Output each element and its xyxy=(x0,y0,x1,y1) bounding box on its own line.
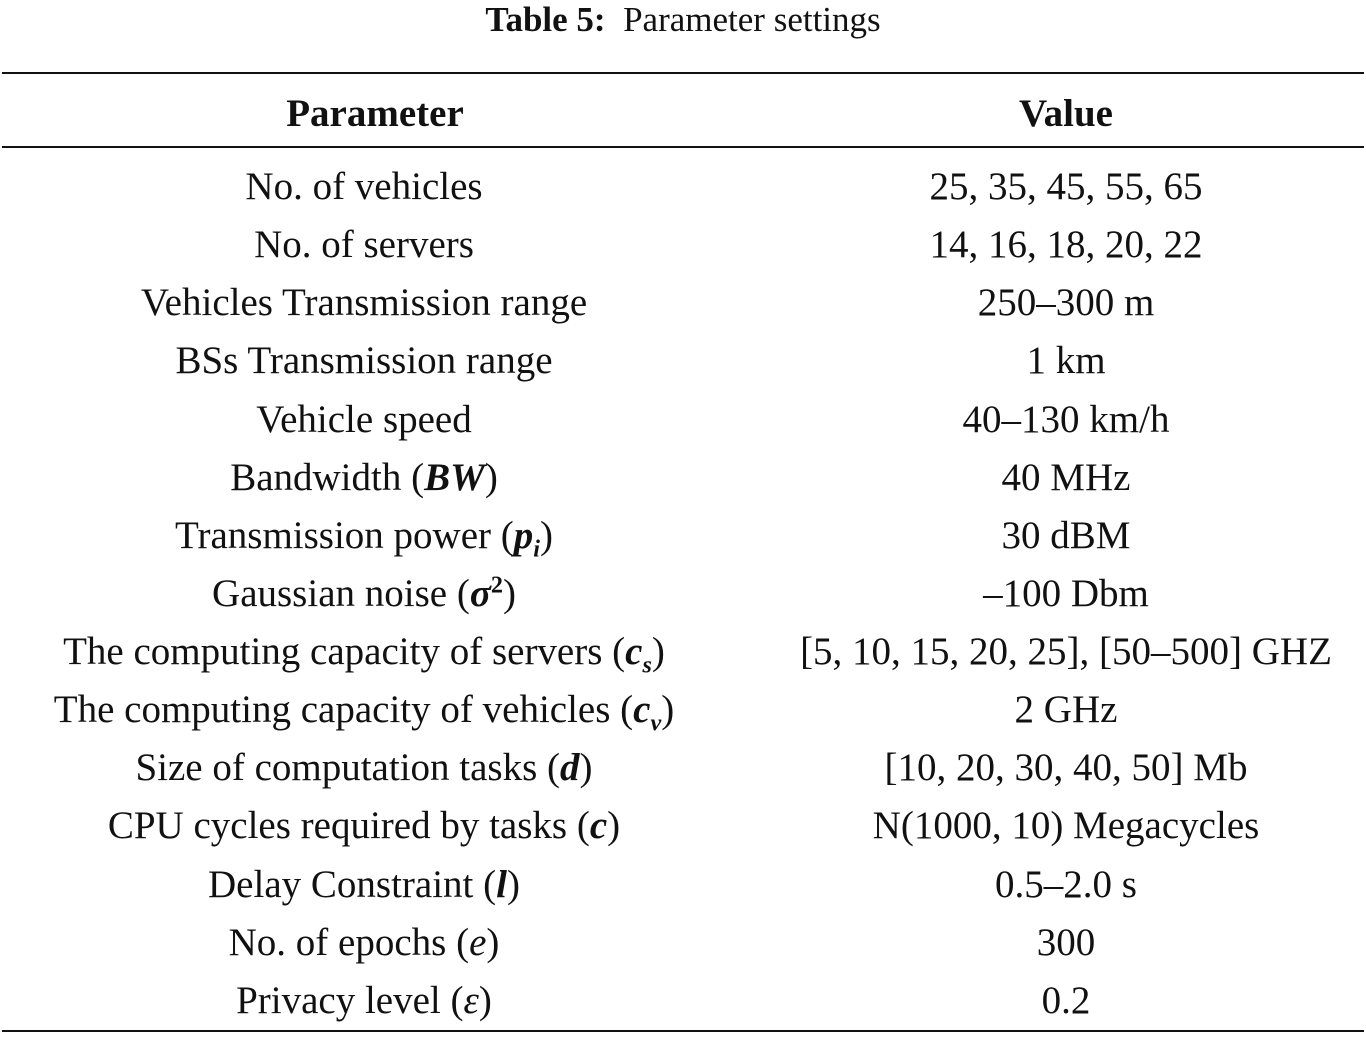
parameter-symbol: c xyxy=(589,804,608,848)
row-value: 0.5–2.0 s xyxy=(995,862,1137,906)
table-row xyxy=(0,274,1366,332)
row-parameter xyxy=(0,274,728,332)
row-value: 40–130 km/h xyxy=(962,397,1170,441)
parameter-symbol: d xyxy=(560,746,580,790)
table-caption xyxy=(0,0,1366,40)
row-value: [5, 10, 15, 20, 25], [50–500] GHZ xyxy=(800,630,1332,673)
parameter-text: No. of servers xyxy=(254,223,474,267)
parameter-symbol: p xyxy=(513,513,534,557)
table-header xyxy=(0,86,1366,142)
table-row xyxy=(0,623,1366,681)
row-value: 300 xyxy=(1036,920,1096,964)
parameter-text: Bandwidth xyxy=(230,455,402,499)
row-value: 40 MHz xyxy=(1001,455,1131,499)
parameter-symbol: c xyxy=(625,630,643,673)
row-value: 2 GHz xyxy=(1014,688,1118,732)
parameter-text: CPU cycles required by tasks xyxy=(107,804,568,848)
table-row xyxy=(0,972,1366,1030)
table-caption-title: Parameter settings xyxy=(623,0,881,39)
row-value: 250–300 m xyxy=(977,281,1155,325)
row-value: 14, 16, 18, 20, 22 xyxy=(929,223,1203,267)
table-row xyxy=(0,216,1366,274)
row-parameter: The computing capacity of vehicles $(c_v)$ xyxy=(53,688,675,737)
row-value: 25, 35, 45, 55, 65 xyxy=(929,165,1203,208)
parameter-subscript: v xyxy=(650,709,662,737)
parameter-text: No. of vehicles xyxy=(245,165,483,208)
table-row xyxy=(0,739,1366,797)
table-body xyxy=(0,158,1366,1030)
parameter-text: Vehicle speed xyxy=(256,397,472,441)
table-row xyxy=(0,856,1366,914)
row-parameter: No. of epochs (e) xyxy=(228,920,500,964)
table-row xyxy=(0,332,1366,390)
table-row xyxy=(0,507,1366,565)
row-parameter: Gaussian noise $(\sigma^2)$ xyxy=(212,571,516,615)
row-parameter: CPU cycles required by tasks (c) xyxy=(107,804,621,848)
table-caption-label: Table 5: xyxy=(485,0,606,39)
parameter-symbol: BW xyxy=(424,455,485,499)
header-parameter: Parameter xyxy=(286,92,464,135)
table-row xyxy=(0,797,1366,855)
parameter-text: BSs Transmission range xyxy=(175,339,553,383)
row-parameter: Privacy level (ε) xyxy=(236,978,492,1022)
row-value: 0.2 xyxy=(1041,978,1091,1022)
parameter-text: No. of epochs xyxy=(228,920,447,964)
parameter-text: Vehicles Transmission range xyxy=(140,281,588,325)
row-parameter: Delay Constraint (l) xyxy=(208,862,520,906)
row-parameter xyxy=(0,391,728,449)
row-parameter: Transmission power $(p_i)$ xyxy=(175,513,553,563)
parameter-text: The computing capacity of servers xyxy=(63,630,603,673)
parameter-text: The computing capacity of vehicles xyxy=(53,688,611,732)
row-parameter: Size of computation tasks (d) xyxy=(135,746,593,790)
table-row xyxy=(0,449,1366,507)
parameter-text: Delay Constraint xyxy=(208,862,474,906)
row-value: –100 Dbm xyxy=(983,571,1149,615)
parameter-text: Gaussian noise xyxy=(212,571,448,615)
parameter-subscript: s xyxy=(642,651,652,679)
header-rule xyxy=(2,146,1364,148)
parameter-text: Size of computation tasks xyxy=(135,746,538,790)
top-rule xyxy=(2,72,1364,74)
parameter-symbol: σ xyxy=(469,571,491,615)
row-value: [10, 20, 30, 40, 50] Mb xyxy=(884,746,1248,790)
row-parameter: Bandwidth (BW) xyxy=(230,455,498,499)
row-parameter xyxy=(0,332,728,390)
row-value: 1 km xyxy=(1026,339,1106,383)
parameter-subscript: i xyxy=(533,535,540,563)
table-row xyxy=(0,565,1366,623)
parameter-symbol: c xyxy=(633,688,651,732)
row-parameter xyxy=(0,158,728,216)
row-parameter: The computing capacity of servers $(c_s)$ xyxy=(63,630,665,679)
row-parameter xyxy=(0,216,728,274)
parameter-symbol: ε xyxy=(463,978,479,1022)
table-row xyxy=(0,914,1366,972)
table-row xyxy=(0,158,1366,216)
parameter-text: Transmission power xyxy=(175,513,492,557)
bottom-rule xyxy=(2,1030,1364,1032)
row-value: 30 dBM xyxy=(1001,513,1131,557)
header-value: Value xyxy=(1019,92,1113,135)
parameter-symbol: e xyxy=(469,920,487,964)
table-row xyxy=(0,681,1366,739)
row-value: N(1000, 10) Megacycles xyxy=(872,804,1260,848)
parameter-superscript: 2 xyxy=(490,571,503,599)
parameter-text: Privacy level xyxy=(236,978,441,1022)
parameter-symbol: l xyxy=(496,862,507,906)
table-row xyxy=(0,391,1366,449)
